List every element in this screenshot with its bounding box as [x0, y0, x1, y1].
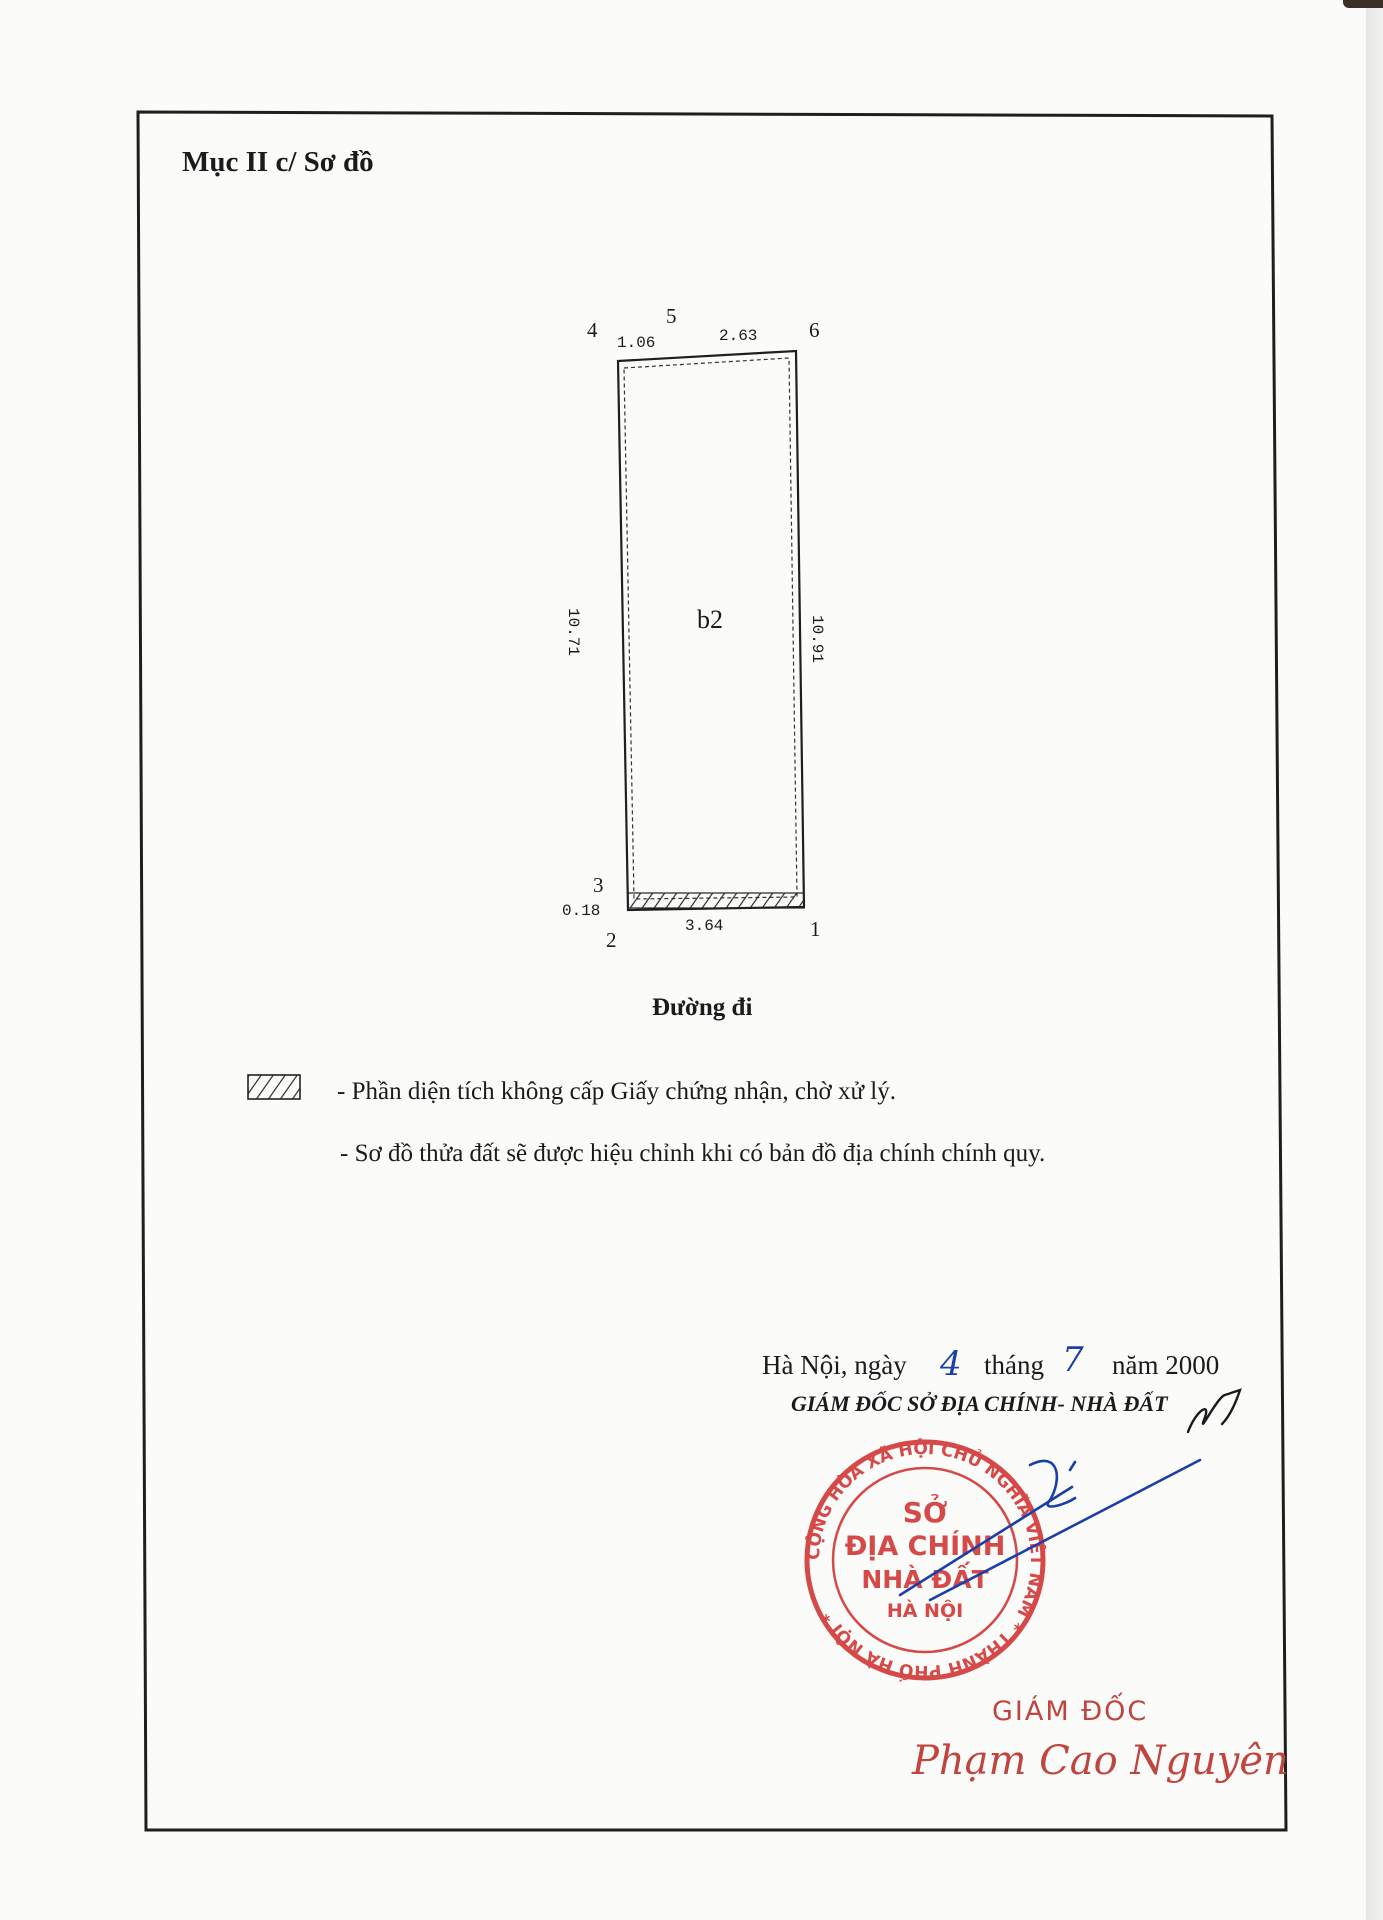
- signature-name: Phạm Cao Nguyên: [912, 1738, 1289, 1784]
- date-day: 4: [940, 1344, 962, 1384]
- revision-note: - Sơ đồ thửa đất sẽ được hiệu chỉnh khi có bản đồ địa chính chính quy.: [340, 1140, 1046, 1167]
- point-2: 2: [606, 928, 617, 952]
- dim-top-right: 2.63: [719, 327, 758, 345]
- stamp-line-1: SỞ: [902, 1496, 948, 1529]
- section-title: Mục II c/ Sơ đồ: [182, 146, 374, 178]
- date-month-word: tháng: [984, 1350, 1044, 1380]
- outer-frame-border: [138, 112, 1286, 1830]
- dim-bottom: 3.64: [685, 917, 724, 935]
- road-label: Đường đi: [652, 994, 753, 1021]
- dim-bottom-left: 0.18: [562, 902, 601, 920]
- date-prefix: Hà Nội, ngày: [762, 1350, 907, 1380]
- initials-mark: [1188, 1390, 1240, 1432]
- point-1: 1: [810, 917, 821, 941]
- date-month: 7: [1062, 1340, 1084, 1380]
- point-5: 5: [666, 304, 677, 328]
- legend-hatch-box: [248, 1075, 300, 1099]
- point-6: 6: [809, 318, 820, 342]
- stamp-line-4: HÀ NỘI: [886, 1600, 964, 1622]
- hatched-strip: [628, 893, 804, 908]
- dim-left: 10.71: [564, 608, 582, 657]
- official-stamp: [803, 1437, 1048, 1685]
- point-3: 3: [593, 873, 604, 897]
- dim-right: 10.91: [808, 615, 826, 664]
- stamp-line-3: NHÀ ĐẤT: [861, 1565, 989, 1594]
- legend-note: - Phần diện tích không cấp Giấy chứng nhận, chờ xử lý.: [337, 1078, 896, 1105]
- stamp-line-2: ĐỊA CHÍNH: [844, 1531, 1006, 1562]
- parcel-label: b2: [697, 605, 723, 634]
- dim-top-left: 1.06: [617, 334, 656, 352]
- date-year: năm 2000: [1112, 1350, 1220, 1380]
- signature-role: GIÁM ĐỐC: [992, 1696, 1149, 1727]
- point-4: 4: [587, 318, 598, 342]
- director-title: GIÁM ĐỐC SỞ ĐỊA CHÍNH- NHÀ ĐẤT: [791, 1391, 1168, 1416]
- stamp-ring-text: CỘNG HÒA XÃ HỘI CHỦ NGHĨA VIỆT NAM * THÀNH PHỐ HÀ NỘI *: [803, 1438, 1047, 1682]
